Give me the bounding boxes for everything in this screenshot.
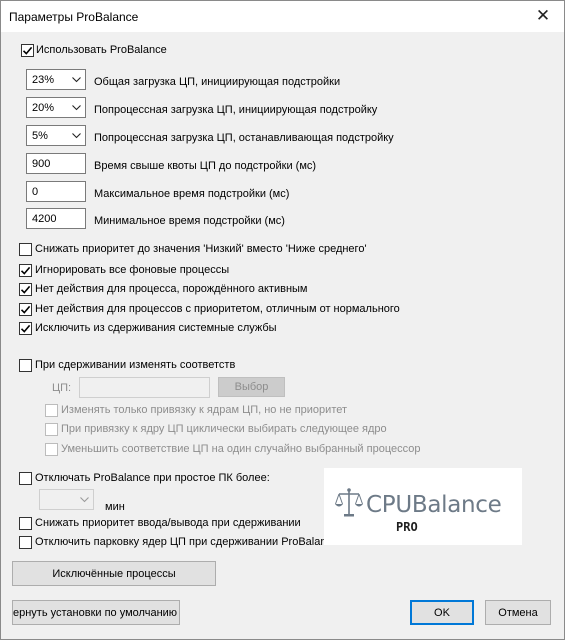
idle-minutes-unit: мин: [105, 501, 125, 513]
cancel-button[interactable]: Отмена: [485, 600, 551, 625]
lower-priority-idle-checkbox[interactable]: [19, 243, 32, 256]
excluded-processes-button[interactable]: Исключённые процессы: [12, 561, 216, 586]
affinity-only-label: Изменять только привязку к ядрам ЦП, но не приоритет: [61, 404, 348, 416]
select-cpu-button[interactable]: Выбор: [218, 377, 285, 397]
checkmark-icon: [20, 304, 31, 315]
logo-edition: PRO: [396, 520, 418, 534]
lower-io-priority-label: Снижать приоритет ввода/вывода при сдерживании: [35, 517, 301, 529]
title-bar: [1, 1, 564, 32]
disable-core-parking-label: Отключить парковку ядер ЦП при сдерживании ProBalar: [35, 536, 324, 548]
lower-io-priority-checkbox[interactable]: [19, 517, 32, 530]
round-robin-core-label: При привязку к ядру ЦП циклически выбирать следующее ядро: [61, 423, 387, 435]
min-time-input[interactable]: 4200: [26, 208, 86, 229]
checkmark-icon: [20, 323, 31, 334]
logo-name: CPUBalance: [366, 492, 502, 518]
max-time-input[interactable]: 0: [26, 181, 86, 202]
enable-probalance-label: Использовать ProBalance: [36, 44, 167, 56]
cpubalance-logo: [324, 468, 522, 545]
ignore-background-checkbox[interactable]: [19, 264, 32, 277]
restore-defaults-button[interactable]: ернуть установки по умолчанию: [12, 600, 180, 625]
cpu-affinity-input[interactable]: [79, 377, 210, 398]
window-title: Параметры ProBalance: [9, 10, 139, 24]
proc-cpu-stop-combo[interactable]: 5%: [26, 125, 86, 146]
time-over-quota-label: Время свыше квоты ЦП до подстройки (мс): [94, 160, 317, 172]
proc-cpu-stop-label: Попроцессная загрузка ЦП, останавливающая подстройку: [94, 132, 394, 144]
checkmark-icon: [20, 265, 31, 276]
disable-when-idle-label: Отключать ProBalance при простое ПК более:: [35, 472, 270, 484]
enable-probalance-checkbox[interactable]: [21, 44, 34, 57]
min-time-label: Минимальное время подстройки (мс): [94, 215, 285, 227]
total-cpu-combo[interactable]: 23%: [26, 69, 86, 90]
disable-when-idle-checkbox[interactable]: [19, 472, 32, 485]
chevron-down-icon: [72, 104, 81, 111]
checkmark-icon: [22, 45, 33, 56]
max-time-label: Максимальное время подстройки (мс): [94, 188, 290, 200]
round-robin-core-checkbox[interactable]: [45, 423, 58, 436]
ok-button[interactable]: OK: [410, 600, 474, 625]
chevron-down-icon: [72, 132, 81, 139]
change-affinity-checkbox[interactable]: [19, 359, 32, 372]
reduce-affinity-random-label: Уменьшить соответствие ЦП на один случайно выбранный процессор: [61, 443, 421, 455]
affinity-only-checkbox[interactable]: [45, 404, 58, 417]
checkmark-icon: [20, 284, 31, 295]
balance-scale-icon: [334, 486, 364, 518]
total-cpu-label: Общая загрузка ЦП, инициирующая подстройки: [94, 76, 341, 88]
close-icon: ✕: [535, 6, 551, 25]
lower-priority-idle-label: Снижать приоритет до значения 'Низкий' вместо 'Ниже среднего': [35, 243, 367, 255]
time-over-quota-input[interactable]: 900: [26, 153, 86, 174]
change-affinity-label: При сдерживании изменять соответств: [35, 359, 236, 371]
chevron-down-icon: [72, 76, 81, 83]
reduce-affinity-random-checkbox[interactable]: [45, 443, 58, 456]
chevron-down-icon: [80, 496, 89, 503]
cpu-label: ЦП:: [52, 382, 72, 394]
no-action-child-label: Нет действия для процесса, порождённого активным: [35, 283, 308, 295]
close-button[interactable]: [526, 3, 560, 29]
no-action-child-checkbox[interactable]: [19, 283, 32, 296]
no-action-non-normal-label: Нет действия для процессов с приоритетом, отличным от нормального: [35, 303, 400, 315]
exclude-services-label: Исключить из сдерживания системные службы: [35, 322, 277, 334]
ignore-background-label: Игнорировать все фоновые процессы: [35, 264, 230, 276]
exclude-services-checkbox[interactable]: [19, 322, 32, 335]
proc-cpu-start-combo[interactable]: 20%: [26, 97, 86, 118]
idle-minutes-combo[interactable]: [39, 489, 94, 510]
no-action-non-normal-checkbox[interactable]: [19, 303, 32, 316]
proc-cpu-start-label: Попроцессная загрузка ЦП, инициирующая подстройку: [94, 104, 378, 116]
disable-core-parking-checkbox[interactable]: [19, 536, 32, 549]
